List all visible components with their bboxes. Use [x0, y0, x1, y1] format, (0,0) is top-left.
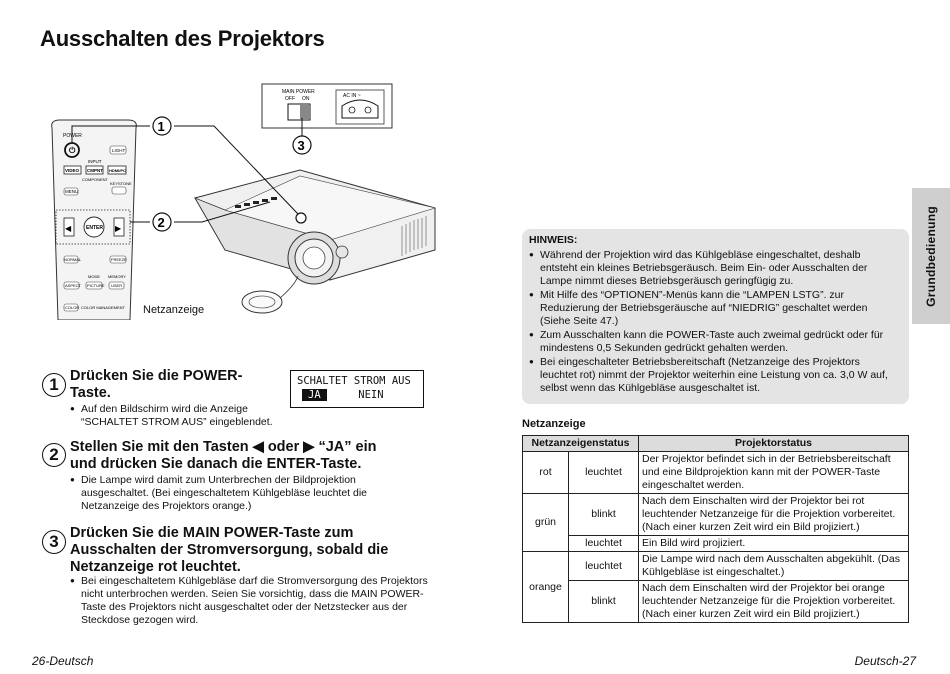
svg-text:OFF: OFF — [285, 96, 295, 102]
projector-status: Der Projektor befindet sich in der Betriebsbereitschaft und eine Bildprojektion kann mit der POWER-Taste eingeschaltet werden. — [639, 452, 909, 494]
column-header: Projektorstatus — [639, 436, 909, 452]
netzanzeige-table — [522, 435, 909, 623]
step-3-body — [70, 574, 432, 627]
svg-text:PICTURE: PICTURE — [87, 283, 105, 288]
svg-text:3: 3 — [297, 138, 305, 153]
indicator-state: blinkt — [569, 581, 639, 623]
svg-text:KEYSTONE: KEYSTONE — [110, 181, 132, 186]
netzanzeige-figure-label: Netzanzeige — [143, 304, 205, 316]
step-2-number: 2 — [42, 443, 66, 467]
indicator-state: leuchtet — [569, 452, 639, 494]
indicator-state: blinkt — [569, 494, 639, 536]
svg-text:HDMI/PC: HDMI/PC — [109, 168, 126, 173]
projector-illustration — [30, 80, 490, 320]
table-row — [523, 536, 909, 552]
svg-text:INPUT: INPUT — [88, 159, 102, 164]
step-2-body — [70, 473, 400, 513]
svg-text:MENU: MENU — [65, 189, 79, 194]
side-section-tab — [912, 188, 950, 324]
svg-text:2: 2 — [157, 215, 165, 230]
projector-status: Ein Bild wird projiziert. — [639, 536, 909, 552]
remote-power-label: POWER — [63, 133, 82, 139]
projector-status: Nach dem Einschalten wird der Projektor bei rot leuchtender Netzanzeige für die Projektion vorbereitet. (Nach einer kurzen Zeit wird ein Bild projiziert.) — [639, 494, 909, 536]
svg-text:1: 1 — [157, 119, 165, 134]
svg-text:USER: USER — [111, 283, 123, 288]
svg-text:NORMAL: NORMAL — [64, 257, 82, 262]
right-arrow-icon: ▶ — [115, 224, 122, 233]
callout-1 — [153, 117, 171, 135]
svg-text:MEMORY: MEMORY — [108, 274, 126, 279]
side-tab-label: Grundbedienung — [924, 205, 938, 307]
svg-text:ENTER: ENTER — [86, 225, 103, 231]
osd-power-off-display — [290, 370, 424, 408]
footer-page-right: Deutsch-27 — [854, 654, 916, 668]
table-row — [523, 494, 909, 536]
indicator-color: rot — [523, 452, 569, 494]
step-1-bullet: ● Auf den Bildschirm wird die Anzeige “SCHALTET STROM AUS” eingeblendet. — [70, 402, 300, 429]
svg-text:VIDEO: VIDEO — [65, 168, 80, 173]
footer-page-left: 26-Deutsch — [32, 654, 94, 668]
hinweis-bullet: ● Zum Ausschalten kann die POWER-Taste auch zweimal gedrückt oder für mindestens 0,5 Sekunden gedrückt gehalten werden. — [529, 328, 899, 355]
osd-no-option[interactable]: NEIN — [358, 389, 384, 401]
step-1-heading: Drücken Sie die POWER- Taste. — [70, 368, 243, 401]
indicator-color: grün — [523, 494, 569, 552]
callout-3 — [293, 136, 311, 154]
step-1-body — [70, 402, 300, 429]
table-row — [523, 552, 909, 581]
svg-text:FREEZE: FREEZE — [111, 257, 127, 262]
svg-text:COMPONENT: COMPONENT — [82, 177, 108, 182]
projector-status: Die Lampe wird nach dem Ausschalten abgekühlt. (Das Kühlgebläse ist eingeschaltet.) — [639, 552, 909, 581]
step-2-bullet: ● Die Lampe wird damit zum Unterbrechen der Bildprojektion ausgeschaltet. (Bei eingeschaltetem Kühlgebläse leuchtet die Netzanzeige des Projektors orange.) — [70, 473, 400, 513]
svg-text:AC IN ~: AC IN ~ — [343, 93, 361, 99]
svg-text:ASPECT: ASPECT — [65, 283, 82, 288]
callout-2 — [153, 213, 171, 231]
netzanzeige-table-title: Netzanzeige — [522, 418, 586, 430]
ac-socket-icon — [342, 100, 378, 118]
table-header-row — [523, 436, 909, 452]
svg-text:LIGHT: LIGHT — [112, 148, 126, 153]
hinweis-heading: HINWEIS: — [529, 234, 578, 246]
projector-body — [195, 170, 435, 313]
step-3-bullet: ● Bei eingeschaltetem Kühlgebläse darf die Stromversorgung des Projektors nicht unterbrochen werden. Seien Sie vorsichtig, dass die MAIN POWER-Taste des Projektors nicht ausgeschaltet oder der Netzstecker aus der Steckdose gezogen wird. — [70, 574, 432, 627]
step-1-number: 1 — [42, 373, 66, 397]
page-title: Ausschalten des Projektors — [40, 26, 325, 51]
svg-text:MODE: MODE — [88, 274, 100, 279]
table-row — [523, 581, 909, 623]
indicator-state: leuchtet — [569, 536, 639, 552]
svg-text:COLOR: COLOR — [65, 305, 80, 310]
svg-text:MAIN POWER: MAIN POWER — [282, 89, 315, 95]
svg-text:ON: ON — [302, 96, 310, 102]
hinweis-bullet: ● Mit Hilfe des “OPTIONEN”-Menüs kann die “LAMPEN LSTG”. zur Reduzierung der Betriebsgeräusche auf “NIEDRIG” geschaltet werden (Siehe Seite 47.) — [529, 288, 899, 328]
projector-status: Nach dem Einschalten wird der Projektor bei orange leuchtender Netzanzeige für die Projektion vorbereitet. (Nach einer kurzen Zeit wird ein Bild projiziert.) — [639, 581, 909, 623]
svg-text:COLOR MANAGEMENT: COLOR MANAGEMENT — [81, 305, 126, 310]
hinweis-bullet: ● Während der Projektion wird das Kühlgebläse eingeschaltet, deshalb entsteht ein kleines Betriebsgeräusch. Beim Ein- oder Ausschalten der Lampe nimmt dieses Betriebsgeräusch geringfügig zu. — [529, 248, 899, 288]
step-2-heading: Stellen Sie mit den Tasten ◀ oder ▶ “JA” ein und drücken Sie danach die ENTER-Taste. — [70, 439, 377, 472]
step-3-number: 3 — [42, 530, 66, 554]
indicator-state: leuchtet — [569, 552, 639, 581]
osd-line-1: SCHALTET STROM AUS — [297, 375, 411, 387]
remote-control — [52, 120, 137, 320]
indicator-color: orange — [523, 552, 569, 623]
left-arrow-icon: ◀ — [65, 224, 72, 233]
main-power-panel — [262, 84, 392, 128]
osd-yes-option[interactable]: JA — [302, 389, 327, 401]
power-icon: ⏻ — [69, 146, 76, 155]
hinweis-bullet: ● Bei eingeschalteter Betriebsbereitschaft (Netzanzeige des Projektors leuchtet rot) nimmt der Projektor weiterhin eine Leistung von ca. 3,0 W auf, selbst wenn das Kühlgebläse ausgeschaltet ist. — [529, 355, 899, 395]
step-3-heading: Drücken Sie die MAIN POWER-Taste zum Ausschalten der Stromversorgung, sobald die Netzanzeige rot leuchtet. — [70, 525, 389, 575]
column-header: Netzanzeigenstatus — [523, 436, 639, 452]
svg-text:CMPNT: CMPNT — [87, 168, 103, 173]
projector-power-button — [296, 213, 306, 223]
hinweis-box — [522, 229, 909, 404]
table-row — [523, 452, 909, 494]
